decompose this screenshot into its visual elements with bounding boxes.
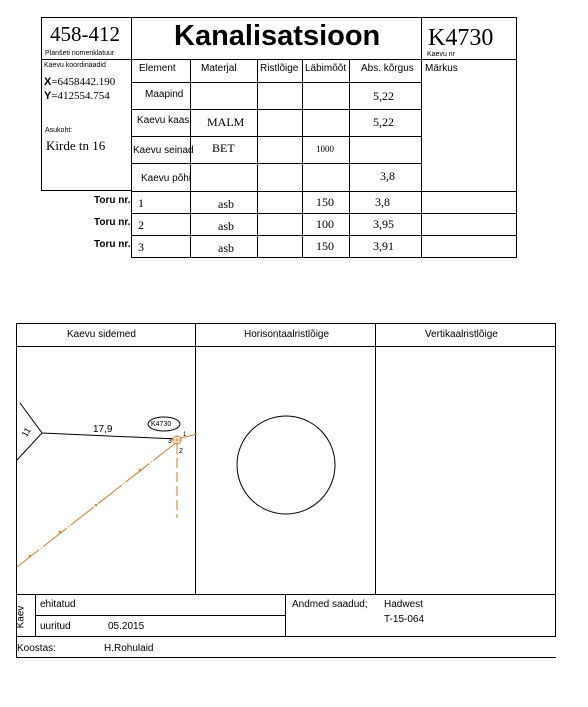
pipe-no: 2 [138, 218, 144, 232]
coord-x-value: =6458442.190 [51, 76, 116, 88]
location-value: Kirde tn 16 [46, 138, 106, 153]
horizontal-section-circle [237, 416, 335, 514]
surveyed-date: 05.2015 [108, 621, 145, 632]
pipe-diameter: 100 [316, 217, 334, 231]
pipe-diameter: 150 [316, 195, 334, 209]
row-abs-height: 5,22 [373, 89, 394, 103]
row-element: Kaevu põhi [141, 173, 192, 184]
row-abs-height: 5,22 [373, 115, 394, 129]
compiled-by: H.Rohulaid [104, 643, 154, 654]
pipe-number-2: 2 [179, 448, 183, 455]
pipe-abs-height: 3,8 [375, 195, 390, 209]
pipe-label: Toru nr. [94, 195, 131, 206]
row-element: Maapind [145, 89, 184, 100]
built-label: ehitatud [40, 599, 76, 610]
pipe-label: Toru nr. [94, 217, 131, 228]
well-number-caption: Kaevu nr [427, 51, 456, 58]
header-material: Materjal [201, 63, 237, 74]
pipe-no: 3 [138, 240, 144, 254]
pipe-number-3: 3 [168, 438, 172, 445]
row-material: BET [212, 141, 235, 155]
well-label: K4730 [151, 421, 172, 428]
well-number: K4730 [428, 25, 494, 51]
pipe-material: asb [218, 197, 234, 211]
header-remarks: Märkus [425, 63, 458, 74]
plan-number-caption: Planšeti nomenklatuur [45, 50, 115, 57]
data-company: Hadwest [384, 599, 423, 610]
pipe-diameter: 150 [316, 239, 334, 253]
side-label: Kaev [15, 605, 27, 629]
pipe-material: asb [218, 219, 234, 233]
header-element: Element [139, 63, 176, 74]
pipe-label: Toru nr. [94, 239, 131, 250]
compiled-label: Koostas: [17, 643, 56, 654]
location-caption: Asukoht: [45, 127, 73, 134]
coords-caption: Kaevu koordinaadid [44, 62, 106, 69]
col-title-vertical: Vertikaalristlõige [425, 329, 498, 340]
header-diameter: Läbimõõt [305, 63, 347, 74]
row-element: Kaevu kaas [137, 115, 190, 126]
pipe-material: asb [218, 241, 234, 255]
data-received-label: Andmed saadud; [292, 599, 368, 610]
row-diameter: 1000 [316, 144, 334, 154]
col-title-horizontal: Horisontaalristlõige [244, 329, 330, 340]
data-code: T-15-064 [384, 614, 425, 625]
page-title: Kanalisatsioon [174, 20, 381, 52]
pipe-abs-height: 3,91 [373, 239, 394, 253]
header-cross-section: Ristlõige [260, 63, 299, 74]
header-abs-height: Abs. kõrgus [361, 63, 414, 74]
row-material: MALM [207, 115, 245, 129]
plan-number: 458-412 [50, 22, 120, 46]
coord-y-value: =412554.754 [51, 90, 110, 102]
coord-x-label: X [44, 76, 52, 88]
street-number: 11 [19, 425, 33, 439]
pipe-abs-height: 3,95 [373, 217, 394, 231]
col-title-connections: Kaevu sidemed [67, 329, 136, 340]
pipe-number-1: 1 [183, 432, 187, 438]
row-abs-height: 3,8 [380, 169, 395, 183]
surveyed-label: uuritud [40, 621, 71, 632]
coord-y-label: Y [44, 90, 52, 102]
distance-label: 17,9 [93, 424, 113, 435]
row-element: Kaevu seinad [133, 145, 194, 156]
pipe-no: 1 [138, 196, 144, 210]
